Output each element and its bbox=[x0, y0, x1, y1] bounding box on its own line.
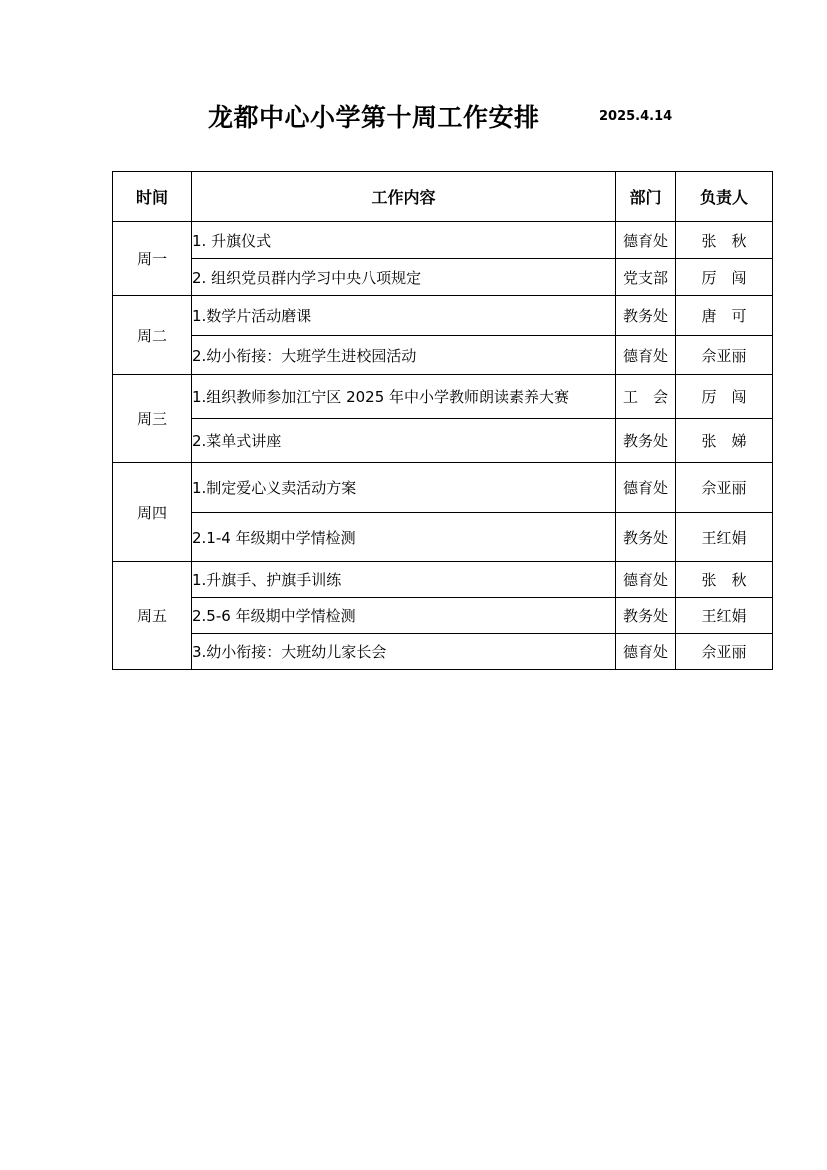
table-row bbox=[113, 336, 773, 375]
department-cell: 德育处 bbox=[616, 562, 676, 598]
task-cell: 2.幼小衔接：大班学生进校园活动 bbox=[192, 336, 616, 375]
owner-cell: 佘亚丽 bbox=[676, 463, 773, 513]
department-cell: 教务处 bbox=[616, 513, 676, 562]
department-cell: 教务处 bbox=[616, 296, 676, 336]
department-cell: 教务处 bbox=[616, 598, 676, 634]
owner-cell: 张 秋 bbox=[676, 222, 773, 259]
owner-cell: 唐 可 bbox=[676, 296, 773, 336]
day-cell: 周三 bbox=[113, 375, 192, 463]
document-title: 龙都中心小学第十周工作安排 bbox=[208, 103, 540, 132]
task-cell: 1.制定爱心义卖活动方案 bbox=[192, 463, 616, 513]
task-cell: 1.组织教师参加江宁区 2025 年中小学教师朗读素养大赛 bbox=[192, 375, 616, 419]
table-header-row bbox=[113, 172, 773, 222]
owner-cell: 王红娟 bbox=[676, 513, 773, 562]
column-header-owner: 负责人 bbox=[676, 172, 773, 222]
schedule-table bbox=[112, 171, 773, 670]
task-cell: 2.1-4 年级期中学情检测 bbox=[192, 513, 616, 562]
table-row bbox=[113, 419, 773, 463]
day-cell: 周五 bbox=[113, 562, 192, 670]
task-cell: 2.菜单式讲座 bbox=[192, 419, 616, 463]
owner-cell: 佘亚丽 bbox=[676, 336, 773, 375]
department-cell: 党支部 bbox=[616, 259, 676, 296]
table-row bbox=[113, 513, 773, 562]
department-cell: 德育处 bbox=[616, 463, 676, 513]
task-cell: 1. 升旗仪式 bbox=[192, 222, 616, 259]
day-cell: 周四 bbox=[113, 463, 192, 562]
owner-cell: 佘亚丽 bbox=[676, 634, 773, 670]
column-header-department: 部门 bbox=[616, 172, 676, 222]
task-cell: 2. 组织党员群内学习中央八项规定 bbox=[192, 259, 616, 296]
title-row bbox=[0, 98, 827, 134]
owner-cell: 王红娟 bbox=[676, 598, 773, 634]
table-row bbox=[113, 598, 773, 634]
table-row bbox=[113, 259, 773, 296]
task-cell: 1.升旗手、护旗手训练 bbox=[192, 562, 616, 598]
document-date: 2025.4.14 bbox=[599, 109, 673, 124]
owner-cell: 厉 闯 bbox=[676, 375, 773, 419]
department-cell: 德育处 bbox=[616, 222, 676, 259]
department-cell: 工 会 bbox=[616, 375, 676, 419]
task-cell: 3.幼小衔接：大班幼儿家长会 bbox=[192, 634, 616, 670]
table-row bbox=[113, 222, 773, 259]
column-header-time: 时间 bbox=[113, 172, 192, 222]
task-cell: 2.5-6 年级期中学情检测 bbox=[192, 598, 616, 634]
table-row bbox=[113, 562, 773, 598]
department-cell: 德育处 bbox=[616, 336, 676, 375]
task-cell: 1.数学片活动磨课 bbox=[192, 296, 616, 336]
owner-cell: 张 秋 bbox=[676, 562, 773, 598]
department-cell: 教务处 bbox=[616, 419, 676, 463]
table-row bbox=[113, 375, 773, 419]
table-row bbox=[113, 296, 773, 336]
owner-cell: 厉 闯 bbox=[676, 259, 773, 296]
owner-cell: 张 娣 bbox=[676, 419, 773, 463]
column-header-content: 工作内容 bbox=[192, 172, 616, 222]
table-row bbox=[113, 463, 773, 513]
day-cell: 周二 bbox=[113, 296, 192, 375]
day-cell: 周一 bbox=[113, 222, 192, 296]
table-row bbox=[113, 634, 773, 670]
department-cell: 德育处 bbox=[616, 634, 676, 670]
